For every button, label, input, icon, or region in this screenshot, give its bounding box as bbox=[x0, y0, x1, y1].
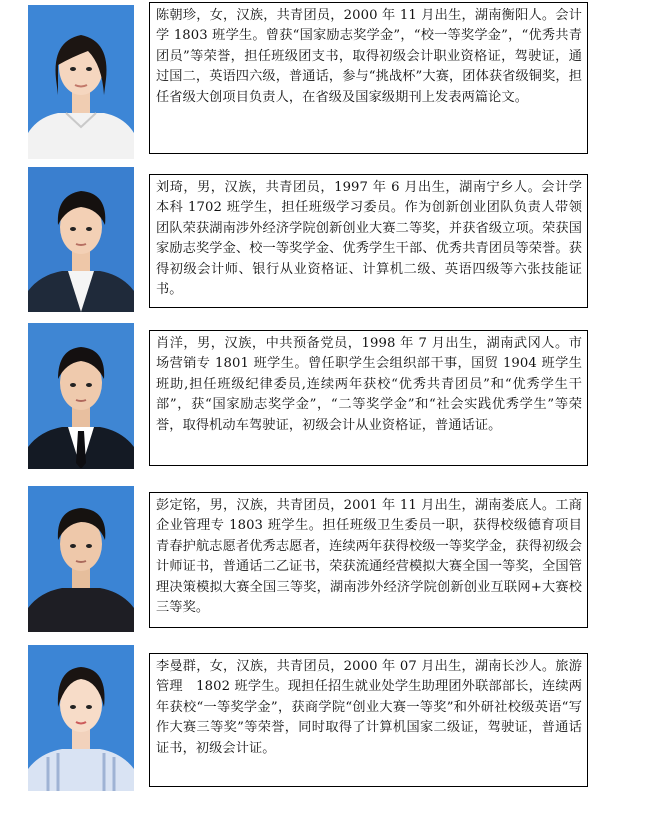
student-bio: 陈朝珍，女，汉族，共青团员，2000 年 11 月出生，湖南衡阳人。会计学 1803 班学生。曾获“国家励志奖学金”，“校一等奖学金”，“优秀共青团员”等荣誉，担任班级团支书，取得初级会计职业资格证，驾驶证，通过国二，英语四六级，普通话，参与“挑战杯”大赛，团体获省级铜奖，担任省级大创项目负责人，在省级及国家级期刊上发表两篇论文。 bbox=[149, 2, 588, 154]
student-photo bbox=[28, 5, 134, 159]
student-bio: 李曼群，女，汉族，共青团员，2000 年 07 月出生，湖南长沙人。旅游管理 1802 班学生。现担任招生就业处学生助理团外联部部长，连续两年获校“一等奖学金”，获商学院“创业大赛一等奖”和外研社校级英语“写作大赛三等奖”等荣誉，同时取得了计算机国家二级证，驾驶证，普通话证书，初级会计证。 bbox=[149, 653, 588, 787]
student-bio: 彭定铭，男，汉族，共青团员，2001 年 11 月出生，湖南娄底人。工商企业管理专 1803 班学生。担任班级卫生委员一职，获得校级德育项目青春护航志愿者优秀志愿者，连续两年获得校级一等奖学金，获得初级会计师证书，普通话二乙证书，荣获流通经营模拟大赛全国一等奖，全国管理决策模拟大赛全国三等奖，湖南涉外经济学院创新创业互联网+大赛校三等奖。 bbox=[149, 492, 588, 628]
student-bio: 肖洋，男，汉族，中共预备党员，1998 年 7 月出生，湖南武冈人。市场营销专 1801 班学生。曾任职学生会组织部干事，国贸 1904 班学生班助,担任班级纪律委员,连续两年获校“优秀共青团员”和“优秀学生干部”，获“国家励志奖学金”，“二等奖学金”和“社会实践优秀学生”等荣誉，取得机动车驾驶证，初级会计从业资格证，普通话证。 bbox=[149, 330, 588, 466]
portrait-image bbox=[28, 167, 134, 312]
student-photo bbox=[28, 167, 134, 312]
student-bio: 刘琦，男，汉族，共青团员，1997 年 6 月出生，湖南宁乡人。会计学本科 1702 班学生，担任班级学习委员。作为创新创业团队负责人带领团队荣获湖南涉外经济学院创新创业大赛二等奖，并获省级立项。荣获国家励志奖学金、校一等奖学金、优秀学生干部、优秀共青团员等荣誉。获得初级会计师、银行从业资格证、计算机二级、英语四级等六张技能证书。 bbox=[149, 174, 588, 308]
portrait-image bbox=[28, 323, 134, 469]
portrait-image bbox=[28, 486, 134, 632]
portrait-image bbox=[28, 5, 134, 159]
student-photo bbox=[28, 645, 134, 791]
student-photo bbox=[28, 486, 134, 632]
portrait-image bbox=[28, 645, 134, 791]
student-photo bbox=[28, 323, 134, 469]
